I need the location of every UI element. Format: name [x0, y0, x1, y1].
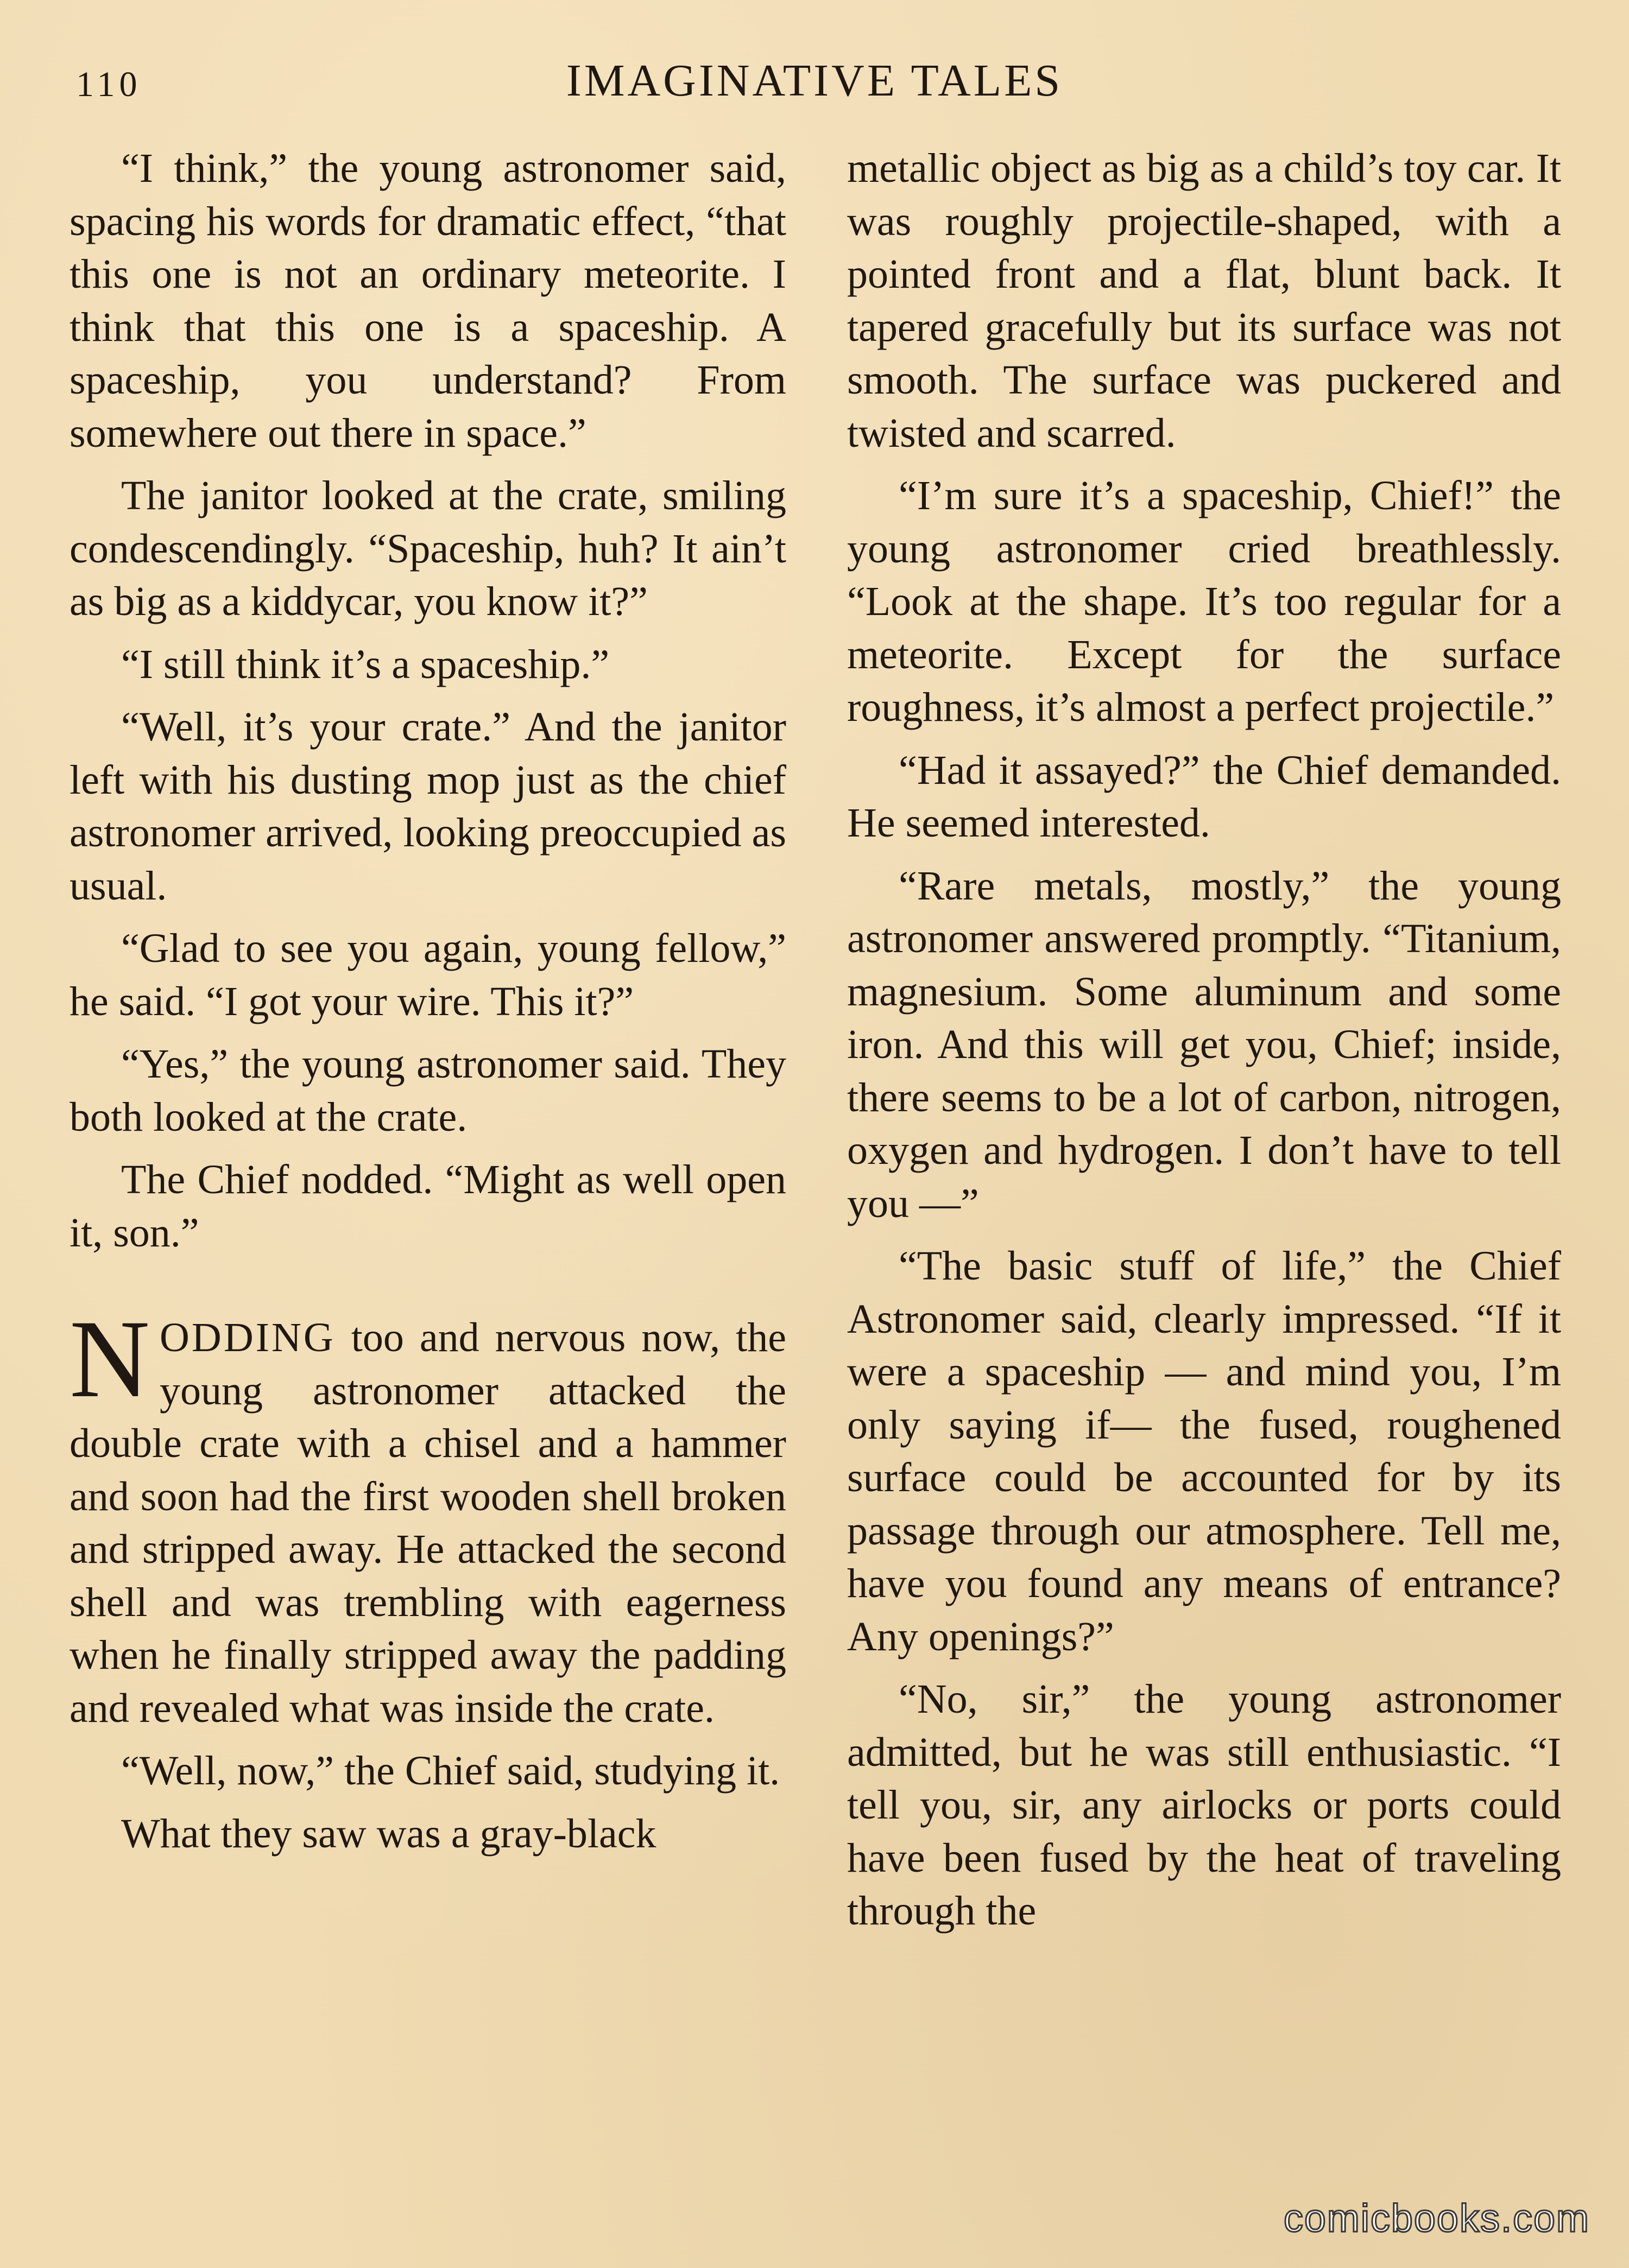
paragraph: “I’m sure it’s a spaceship, Chief!” the young astronomer cried breathlessly. “Look at the shape. It’s too regular for a meteorite. Except for the surface roughness, it’s almost a perfect projectile.”	[847, 473, 1561, 730]
paragraph: What they saw was a gray-black	[121, 1810, 656, 1857]
paragraph: “Rare metals, mostly,” the young astronomer answered promptly. “Titanium, magnesium. Some aluminum and some iron. And this will get you, Chief; inside, there seems to be a lot of carbon, nitrogen, oxygen and hydrogen. I don’t have to tell you —”	[847, 863, 1561, 1226]
paragraph: “No, sir,” the young astronomer admitted, but he was still enthusiastic. “I tell you, sir, any airlocks or ports could have been fused by the heat of traveling through the	[847, 1676, 1561, 1934]
page-number: 110	[76, 65, 142, 104]
magazine-title: IMAGINATIVE TALES	[566, 55, 1063, 106]
paragraph: The janitor looked at the crate, smiling condescendingly. “Spaceship, huh? It ain’t as big as a kiddycar, you know it?”	[70, 473, 786, 624]
paragraph: “Glad to see you again, young fellow,” he said. “I got your wire. This it?”	[70, 926, 786, 1024]
section-opening-paragraph	[70, 1297, 786, 1735]
right-column	[847, 142, 1561, 1948]
paragraph: The Chief nodded. “Might as well open it, son.”	[70, 1157, 786, 1256]
small-caps-lead: ODDING	[160, 1315, 336, 1360]
drop-cap: N	[70, 1297, 150, 1421]
paragraph: “Yes,” the young astronomer said. They both looked at the crate.	[70, 1041, 786, 1140]
paragraph: “Had it assayed?” the Chief demanded. He seemed interested.	[847, 747, 1561, 846]
paragraph: “The basic stuff of life,” the Chief Astronomer said, clearly impressed. “If it were a spaceship — and mind you, I’m only saying if— the fused, roughened surface could be accounted for by its passage through our atmosphere. Tell me, have you found any means of entrance? Any openings?”	[847, 1243, 1561, 1659]
paragraph: “I still think it’s a spaceship.”	[121, 641, 610, 687]
paragraph: “Well, now,” the Chief said, studying it.	[121, 1748, 780, 1794]
paragraph: “Well, it’s your crate.” And the janitor left with his dusting mop just as the chief astronomer arrived, looking preoccupied as usual.	[70, 704, 786, 909]
paragraph-text: too and nervous now, the young astronomer attacked the double crate with a chisel and a hammer and soon had the first wooden shell broken and stripped away. He attacked the second shell and was trembling with eagerness when he finally stripped away the padding and revealed what was inside the crate.	[70, 1315, 786, 1731]
paragraph-continued: metallic object as big as a child’s toy car. It was roughly projectile-shaped, with a pointed front and a flat, blunt back. It tapered gracefully but its surface was not smooth. The surface was puckered and twisted and scarred.	[847, 145, 1561, 456]
paragraph: “I think,” the young astronomer said, spacing his words for dramatic effect, “that this one is not an ordinary meteorite. I think that this one is a spaceship. A spaceship, you understand? From somewhere out there in space.”	[70, 145, 786, 456]
source-watermark: comicbooks.com	[1283, 2197, 1590, 2240]
left-column	[70, 142, 786, 1870]
